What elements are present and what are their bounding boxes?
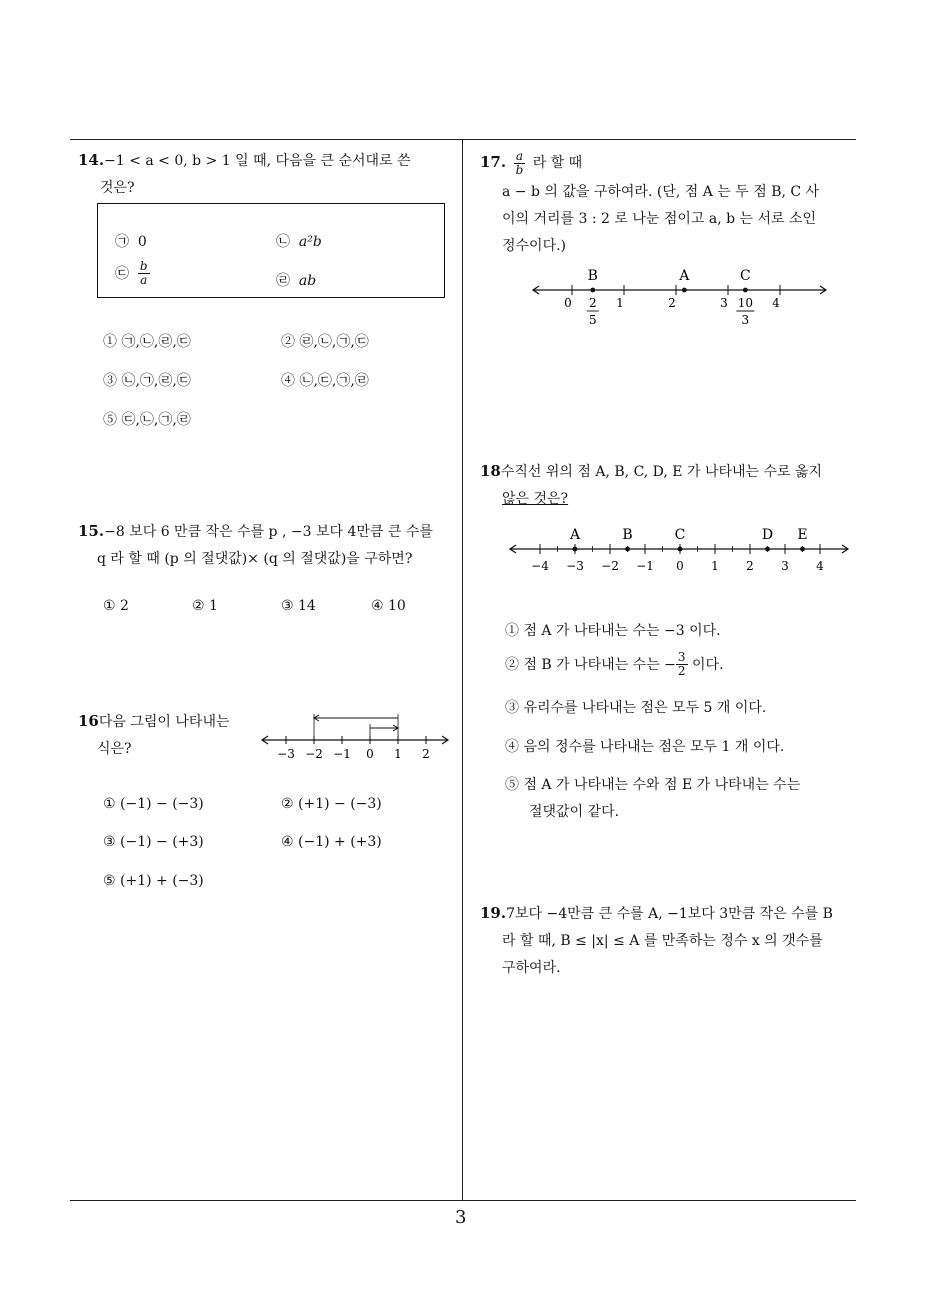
q18-option-2[interactable]: ② 점 B 가 나타내는 수는 − $\frac{3}{2}$ 이다. — [505, 650, 724, 678]
q18-point — [765, 547, 770, 552]
q15-option-4[interactable]: ④ 10 — [371, 598, 406, 614]
column-divider — [462, 139, 463, 1201]
q18-point-label: C — [674, 527, 686, 543]
q19-line2: 라 할 때, B ≤ |x| ≤ A 를 만족하는 정수 x 의 갯수를 — [502, 933, 823, 949]
q14-box-item-1: ㉠ 0 — [115, 234, 147, 250]
q17-line2: a − b 의 값을 구하여라. (단, 점 A 는 두 점 B, C 사 — [502, 184, 820, 200]
q18-tick-label: 2 — [746, 559, 754, 573]
q14-option-2[interactable]: ② ㉣,㉡,㉠,㉢ — [281, 334, 369, 350]
q15-option-2[interactable]: ② 1 — [192, 598, 218, 614]
q19-number: 19. — [480, 904, 507, 922]
q16-option-2[interactable]: ② (+1) − (−3) — [281, 796, 382, 812]
q14-box-item-4: ㉣ ab — [276, 273, 317, 289]
q18-tick-label: −3 — [566, 559, 584, 573]
q18-tick-label: 1 — [711, 559, 719, 573]
q16-tick-label: −3 — [277, 747, 295, 761]
q14-option-4[interactable]: ④ ㉡,㉢,㉠,㉣ — [281, 373, 369, 389]
q18-option-3[interactable]: ③ 유리수를 나타내는 점은 모두 5 개 이다. — [505, 700, 767, 716]
q17-point — [682, 288, 687, 293]
top-rule — [70, 139, 856, 140]
q15-line1: 15.−8 보다 6 만큼 작은 수를 p , −3 보다 4만큼 큰 수를 — [78, 522, 433, 540]
q17-point-label: C — [739, 268, 751, 284]
q17-tick-label: 3 — [720, 296, 728, 310]
q17-line3: 이의 거리를 3 : 2 로 나눈 점이고 a, b 는 서로 소인 — [502, 211, 817, 227]
q14-line1: 14.−1 < a < 0, b > 1 일 때, 다음을 큰 순서대로 쓴 — [78, 151, 411, 169]
q18-number: 18 — [480, 462, 501, 480]
q17-c-frac-den: 3 — [741, 313, 750, 327]
q18-tick-label: −2 — [601, 559, 619, 573]
q17-point — [743, 288, 748, 293]
q16-option-3[interactable]: ③ (−1) − (+3) — [103, 834, 204, 850]
q14-option-3[interactable]: ③ ㉡,㉠,㉣,㉢ — [103, 373, 191, 389]
q16-number-line — [258, 708, 454, 764]
q18-point — [800, 547, 805, 552]
q17-tick-label: 4 — [772, 296, 780, 310]
q17-number: 17. — [480, 153, 507, 172]
q16-line2: 식은? — [97, 741, 132, 757]
q16-number: 16 — [78, 712, 99, 730]
q18-tick-label: −4 — [531, 559, 549, 573]
q18-number-line — [505, 522, 855, 578]
q17-b-frac-num: 2 — [588, 296, 597, 310]
q18-tick-label: −1 — [636, 559, 654, 573]
q14-option-1[interactable]: ① ㉠,㉡,㉣,㉢ — [103, 334, 191, 350]
q18-point-label: D — [761, 527, 774, 543]
q18-point-label: A — [569, 527, 581, 543]
q17-c-frac-num: 10 — [737, 296, 753, 310]
q17-b-frac-den: 5 — [588, 313, 597, 327]
q16-tick-label: 1 — [394, 747, 402, 761]
q15-number: 15. — [78, 522, 105, 540]
q18-tick-label: 3 — [781, 559, 789, 573]
q16-tick-label: −2 — [305, 747, 323, 761]
q18-tick-label: 4 — [816, 559, 824, 573]
q16-option-4[interactable]: ④ (−1) + (+3) — [281, 834, 382, 850]
q16-tick-label: 0 — [366, 747, 374, 761]
q17-point — [590, 288, 595, 293]
q18-tick-label: 0 — [676, 559, 684, 573]
q16-tick-label: −1 — [333, 747, 351, 761]
q15-line2: q 라 할 때 (p 의 절댓값)× (q 의 절댓값)을 구하면? — [97, 551, 413, 567]
bottom-rule — [70, 1200, 856, 1201]
page-number: 3 — [455, 1207, 467, 1228]
q17-tick-label: 1 — [616, 296, 624, 310]
q15-option-3[interactable]: ③ 14 — [281, 598, 316, 614]
q15-option-1[interactable]: ① 2 — [103, 598, 129, 614]
q14-box-item-2: ㉡ a²b — [276, 234, 322, 250]
q19-line1: 19.7보다 −4만큼 큰 수를 A, −1보다 3만큼 작은 수를 B — [480, 904, 833, 922]
q18-point — [573, 547, 578, 552]
q17-tick-label: 2 — [668, 296, 676, 310]
q19-line3: 구하여라. — [502, 960, 561, 976]
q18-option-4[interactable]: ④ 음의 정수를 나타내는 점은 모두 1 개 이다. — [505, 739, 785, 755]
q18-line2: 않은 것은? — [502, 491, 569, 507]
q17-point-label: A — [679, 268, 690, 284]
q18-point-label: B — [622, 527, 633, 543]
q16-line1: 16다음 그림이 나타내는 — [78, 712, 230, 730]
q18-line1: 18수직선 위의 점 A, B, C, D, E 가 나타내는 수로 옳지 — [480, 462, 823, 480]
q14-box-item-3: ㉢ $\frac{b}{a}$ — [115, 259, 148, 287]
q18-point-label: E — [797, 527, 808, 543]
q18-option-1[interactable]: ① 점 A 가 나타내는 수는 −3 이다. — [505, 623, 721, 639]
q18-point — [678, 547, 683, 552]
q14-option-5[interactable]: ⑤ ㉢,㉡,㉠,㉣ — [103, 412, 191, 428]
q18-option-5[interactable]: ⑤ 점 A 가 나타내는 수와 점 E 가 나타내는 수는 — [505, 777, 801, 793]
q14-number: 14. — [78, 151, 105, 169]
q16-option-5[interactable]: ⑤ (+1) + (−3) — [103, 873, 204, 889]
q17-point-label: B — [587, 268, 598, 284]
q18-option-5-cont: 절댓값이 같다. — [529, 804, 620, 820]
q16-option-1[interactable]: ① (−1) − (−3) — [103, 796, 204, 812]
q14-line2: 것은? — [100, 180, 135, 196]
q17-line1: 17. $\frac{a}{b}$ 라 할 때 — [480, 149, 583, 177]
q16-tick-label: 2 — [422, 747, 430, 761]
q17-number-line — [528, 262, 832, 332]
q17-tick-label: 0 — [564, 296, 572, 310]
q18-point — [625, 547, 630, 552]
q17-line4: 정수이다.) — [502, 238, 567, 254]
